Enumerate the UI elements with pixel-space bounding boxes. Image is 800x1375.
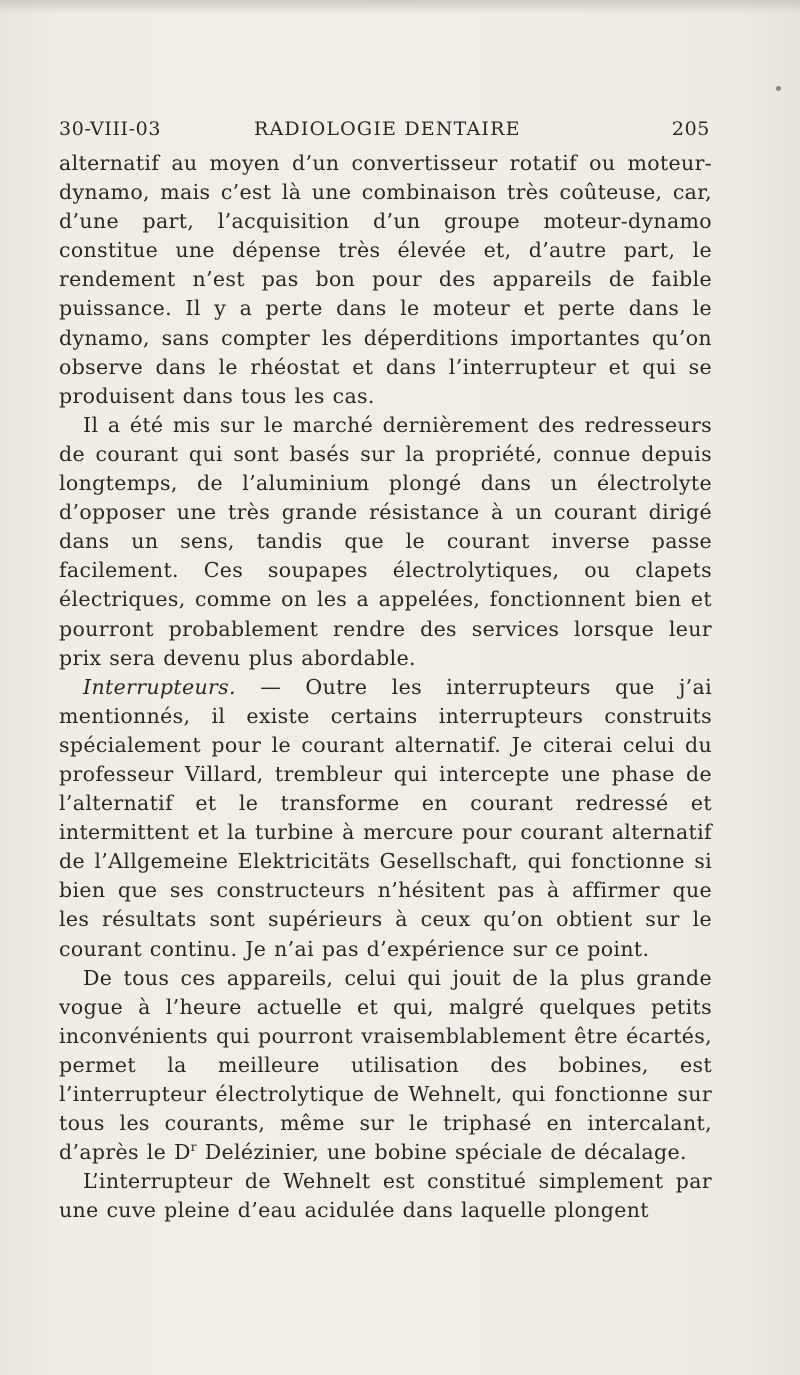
- header-date-code: 30-VIII-03: [59, 118, 162, 140]
- page-number: 205: [671, 118, 710, 140]
- paragraph-4-text-a: De tous ces appareils, celui qui jouit de la plus grande vogue à l’heure actuelle et qui, malgré quelques petits inconvénients qui pourront vraisemblablement être écartés, permet la meilleure utilisation des bobines, est l’interrupteur électrolytique de Wehnelt, qui fonctionne sur tous les courants, même sur le triphasé en intercalant, d’après le D: [59, 965, 712, 1165]
- running-head: [59, 118, 710, 146]
- doctor-superscript: r: [190, 1140, 197, 1155]
- paper-speck: [776, 86, 781, 91]
- paragraph-4: [59, 964, 712, 1168]
- paragraph-5: L’interrupteur de Wehnelt est constitué simplement par une cuve pleine d’eau acidulée dans laquelle plongent: [59, 1169, 712, 1223]
- paragraph-3: [59, 673, 712, 964]
- paragraph-1: alternatif au moyen d’un convertisseur rotatif ou moteur-dynamo, mais c’est là une combinaison très coûteuse, car, d’une part, l’acquisition d’un groupe moteur-dynamo constitue une dépense très élevée et, d’autre part, le rendement n’est pas bon pour des appareils de faible puissance. Il y a perte dans le moteur et perte dans le dynamo, sans compter les déperditions importantes qu’on observe dans le rhéostat et dans l’interrupteur et qui se produisent dans tous les cas.: [59, 151, 712, 408]
- paragraph-2: Il a été mis sur le marché dernièrement des redresseurs de courant qui sont basés sur la propriété, connue depuis longtemps, de l’aluminium plongé dans un électrolyte d’opposer une très grande résistance à un courant dirigé dans un sens, tandis que le courant inverse passe facilement. Ces soupapes électrolytiques, ou clapets électriques, comme on les a appelées, fonctionnent bien et pourront probablement rendre des services lorsque leur prix sera devenu plus abordable.: [59, 412, 712, 670]
- header-title: RADIOLOGIE DENTAIRE: [254, 118, 521, 140]
- section-heading-interrupteurs: Interrupteurs.: [83, 674, 236, 699]
- paragraph-4-text-b: Delézinier, une bobine spéciale de décalage.: [196, 1140, 687, 1165]
- page-top-shadow: [0, 0, 800, 14]
- paragraph-3-text: — Outre les interrupteurs que j’ai mentionnés, il existe certains interrupteurs construits spécialement pour le courant alternatif. Je citerai celui du professeur Villard, trembleur qui intercepte une phase de l’alternatif et le transforme en courant redressé et intermittent et la turbine à mercure pour courant alternatif de l’Allgemeine Elektricitäts Gesellschaft, qui fonctionne si bien que ses constructeurs n’hésitent pas à affirmer que les résultats sont supérieurs à ceux qu’on obtient sur le courant continu. Je n’ai pas d’expérience sur ce point.: [59, 674, 712, 961]
- body-text: [59, 149, 712, 1225]
